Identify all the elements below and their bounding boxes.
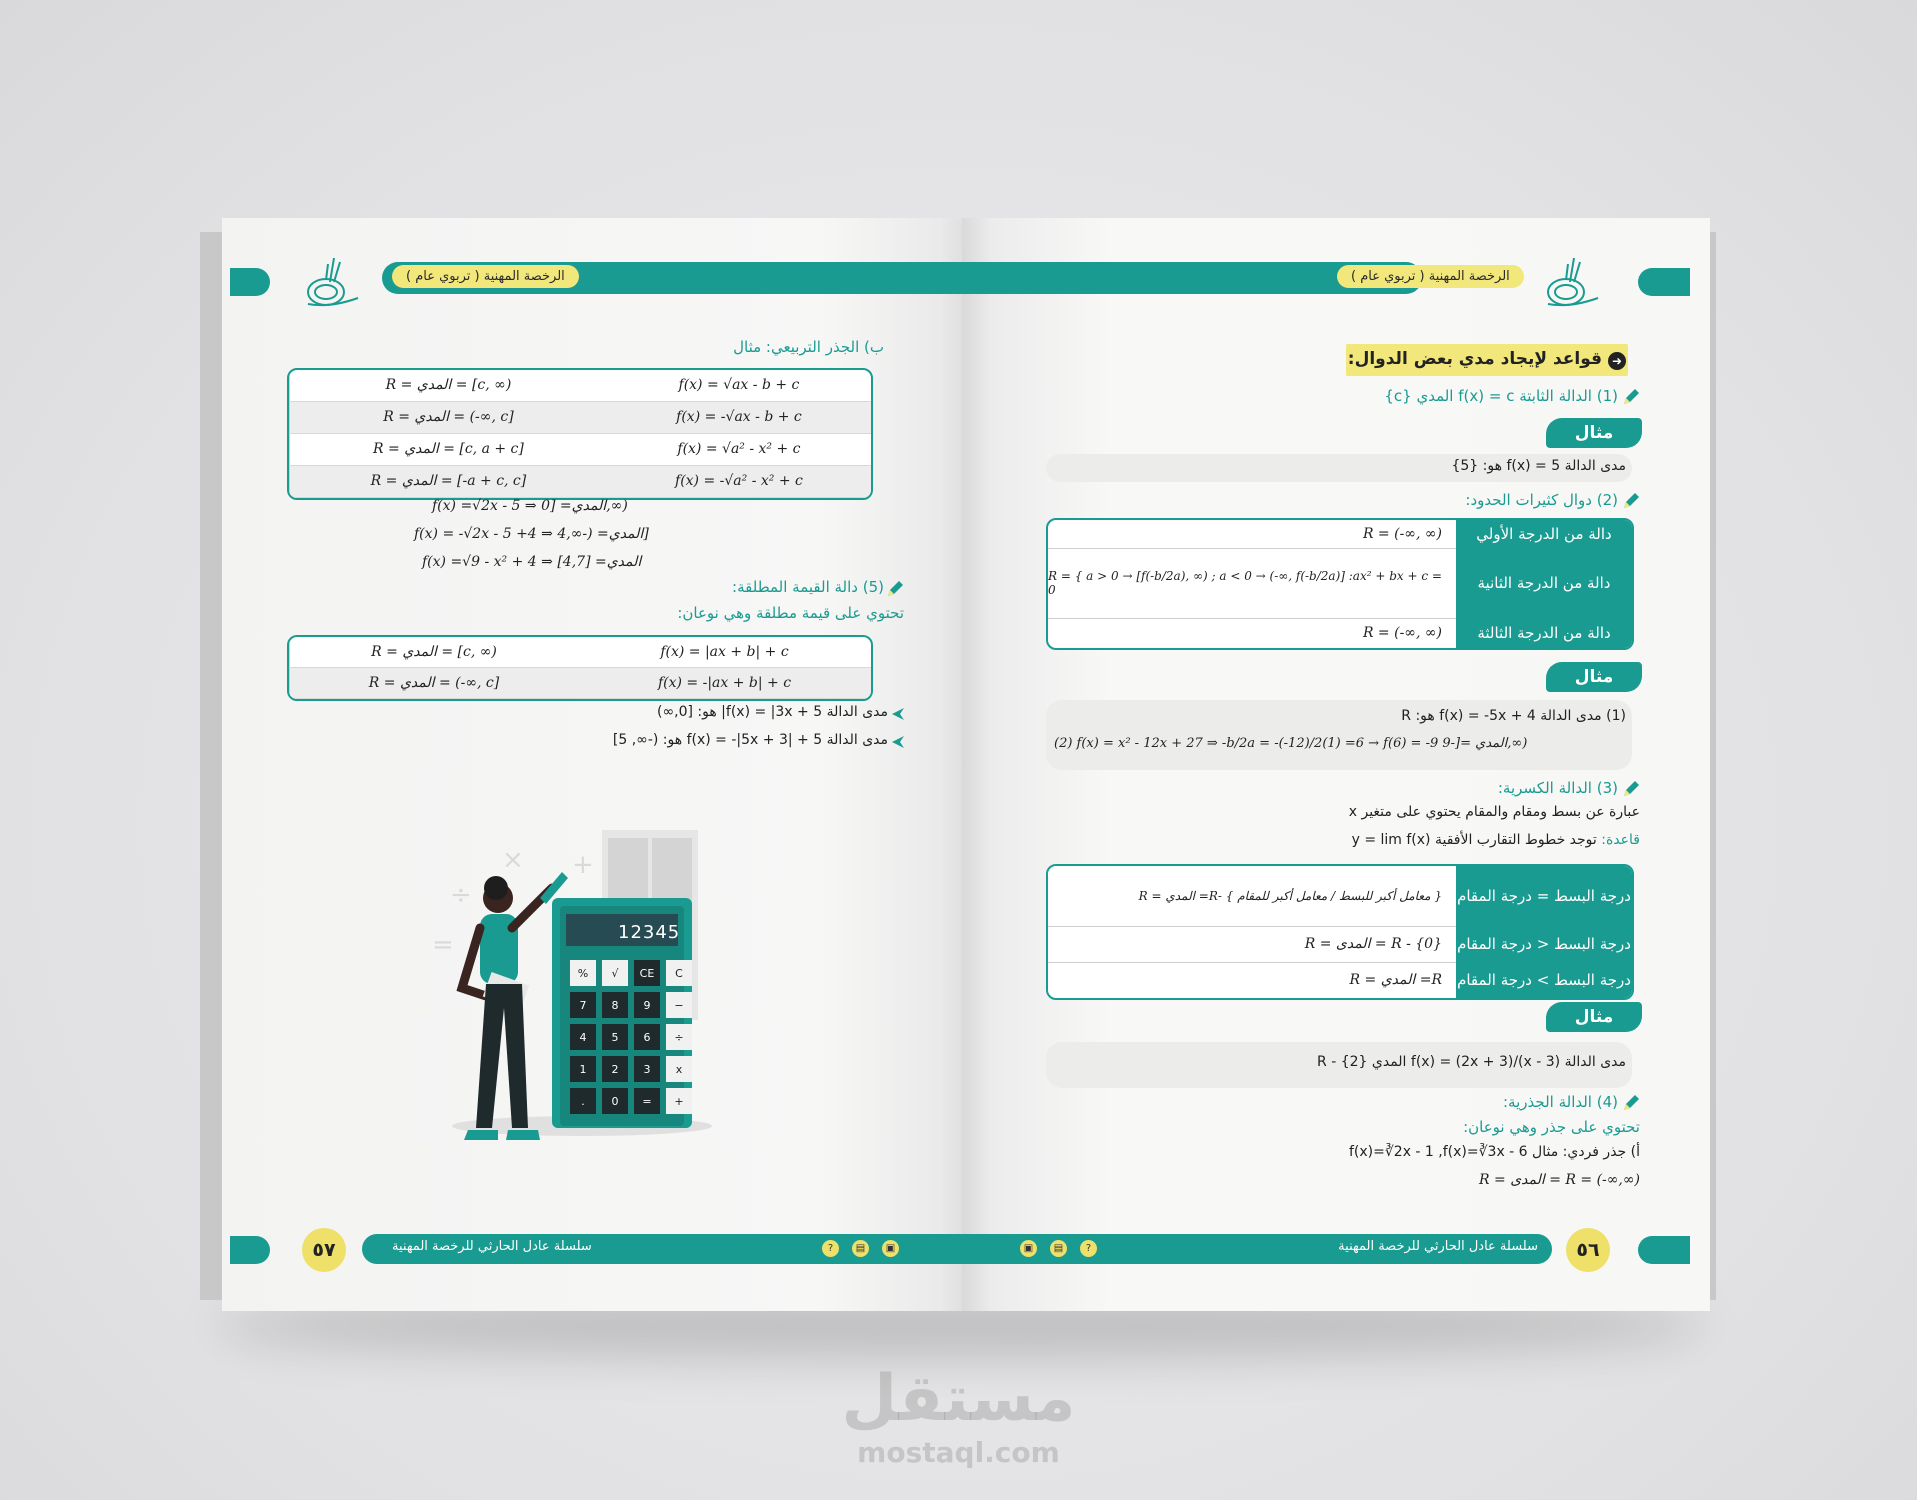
calculator-key: 9 [634,992,660,1018]
abs-example-1: مدى الدالة f(x) = |3x + 5| هو: [0,∞) [656,704,888,720]
header-tag: الرخصة المهنية ( تربوي عام ) [1337,265,1524,288]
calculator-display: 12345 [618,922,681,943]
calculator-key: 8 [602,992,628,1018]
example-2-line-1: (1) مدى الدالة f(x) = -5x + 4 هو: R [1401,708,1626,724]
calculator-key: ÷ [666,1024,692,1050]
row-label: دالة من الدرجة الثانية [1456,548,1632,618]
table-row [290,637,872,667]
range-cell: R = المدي = [c, a + c] [290,433,607,465]
table-row [1048,962,1632,998]
table-row [290,433,872,465]
row-value: R = المدي =R- { معامل أكبر للبسط / معامل أكبر للمقام } [1138,889,1442,903]
row-label: درجة البسط < درجة المقام [1456,926,1632,962]
calculator-key: x [666,1056,692,1082]
table-row [290,401,872,433]
row-value: R = { a > 0 → [f(-b/2a), ∞) ; a < 0 → (-∞, f(-b/2a)] :ax² + bx + c = 0 [1048,569,1442,597]
table-row [290,370,872,401]
book-icon: ▣ [882,1240,899,1257]
function-cell: f(x) = -√ax - b + c [607,401,871,433]
range-cell: R = المدي = [c, ∞) [290,637,579,667]
page-number-left: ٥٧ [302,1228,346,1272]
poly-title: (2) دوال كثيرات الحدود: [1465,491,1618,509]
abs-subtitle: تحتوي على قيمة مطلقة وهي نوعان: [677,604,904,622]
example-2-line-2: (2) f(x) = x² - 12x + 27 ⇒ -b/2a = -(-12)/2(1) =6 → f(6) = -9 المدي =[-9,∞) [1054,736,1528,751]
footer-bar-stub [230,1236,270,1264]
calculator-keypad [570,960,694,1114]
right-page [962,218,1710,1311]
calculator-key: √ [602,960,628,986]
table-row [1048,926,1632,963]
calculator-key: 0 [602,1088,628,1114]
calculator-key: − [666,992,692,1018]
notes-icon: ▤ [1050,1240,1067,1257]
arrow-circle-icon: ➜ [1608,352,1626,370]
row-value: R = المدى = R - {0} [1304,936,1442,952]
table-row [1048,618,1632,648]
page-number-right: ٥٦ [1566,1228,1610,1272]
range-cell: R = المدي = (-∞, c] [290,667,579,698]
rational-rule [1352,832,1640,848]
footer-series: سلسلة عادل الحارثي للرخصة المهنية [1338,1239,1538,1254]
table-row [1048,548,1632,619]
footer-bar-stub [1638,1236,1690,1264]
calligraphy-logo [300,254,362,312]
rule-text: توجد خطوط التقارب الأفقية y = lim f(x) [1351,832,1597,848]
row-value: R = المدي =R [1349,972,1442,988]
calculator-key: 4 [570,1024,596,1050]
book-icon: ▣ [1020,1240,1037,1257]
calculator-key: 5 [602,1024,628,1050]
svg-text:+: + [572,850,594,880]
header-bar-stub [230,268,270,296]
example-badge: مثال [1546,662,1642,692]
notes-icon: ▤ [852,1240,869,1257]
abs-example-2: مدى الدالة f(x) = -|5x + 3| + 5 هو: (-∞, 5] [612,732,888,748]
root-subtitle: تحتوي على جذر وهي نوعان: [1463,1118,1640,1136]
rational-range-table [1046,864,1634,1000]
svg-text:=: = [432,930,454,960]
pencil-icon [1622,388,1640,406]
function-cell: f(x) = -√a² - x² + c [607,465,871,497]
calculator-key: 2 [602,1056,628,1082]
pencil-icon [1622,1094,1640,1112]
root-title: (4) الدالة الجذرية: [1503,1093,1618,1111]
table-row [290,465,872,497]
function-cell: f(x) = √a² - x² + c [607,433,871,465]
table-row [290,667,872,698]
rational-title: (3) الدالة الكسرية: [1497,779,1618,797]
calculator-key: . [570,1088,596,1114]
watermark-arabic: مستقل [841,1362,1076,1436]
header-tag: الرخصة المهنية ( تربوي عام ) [392,265,579,288]
row-label: درجة البسط > درجة المقام [1456,962,1632,998]
row-label: دالة من الدرجة الأولي [1456,520,1632,548]
calculator-key: % [570,960,596,986]
calligraphy-logo [1540,254,1602,312]
root-odd: أ) جذر فردي: مثال f(x)=∛2x - 1 ,f(x)=∛3x - 6 [1349,1144,1640,1160]
calculator-key: 7 [570,992,596,1018]
row-label: دالة من الدرجة الثالثة [1456,618,1632,648]
calculator-key: 6 [634,1024,660,1050]
abs-section-title: (5) دالة القيمة المطلقة: [732,578,884,596]
sqrt-example-1: f(x) =√2x - 5 ⇒ المدي= [0,∞) [432,498,628,514]
row-label: درجة البسط = درجة المقام [1456,866,1632,926]
sqrt-example-2: f(x) = -√2x - 5 +4 ⇒ المدي= (-∞,4] [414,526,649,542]
left-page [222,218,970,1311]
calculator-key: + [666,1088,692,1114]
constant-title: (1) الدالة الثابتة f(x) = c المدي {c} [1384,387,1618,405]
range-cell: R = المدي = [-a + c, c] [290,465,607,497]
sqrt-example-3: f(x) =√9 - x² + 4 ⇒ المدي= [4,7] [422,554,642,570]
question-icon: ? [822,1240,839,1257]
poly-range-table [1046,518,1634,650]
table-row [1048,866,1632,927]
watermark-latin: mostaql.com [857,1436,1060,1469]
question-icon: ? [1080,1240,1097,1257]
row-value: R = (-∞, ∞) [1362,625,1442,641]
calculator-key: 3 [634,1056,660,1082]
pencil-icon [1622,492,1640,510]
svg-text:÷: ÷ [450,880,472,910]
function-cell: f(x) = -|ax + b| + c [578,667,871,698]
svg-text:×: × [502,845,524,875]
range-cell: R = المدي = [c, ∞) [290,370,607,401]
example-badge: مثال [1546,418,1642,448]
calculator-key: 1 [570,1056,596,1082]
range-cell: R = المدي = (-∞, c] [290,401,607,433]
abs-range-table [287,635,873,701]
arrow-bullet-icon [892,708,904,720]
function-cell: f(x) = |ax + b| + c [578,637,871,667]
sqrt-range-table [287,368,873,500]
row-value: R = (-∞, ∞) [1362,526,1442,542]
header-bar-stub [1638,268,1690,296]
table-row [1048,520,1632,549]
calculator-key: = [634,1088,660,1114]
calculator-key: C [666,960,692,986]
example-1: مدى الدالة f(x) = 5 هو: {5} [1451,458,1626,474]
example-3: مدى الدالة f(x) = (2x + 3)/(x - 3) المدي R - {2} [1317,1054,1626,1070]
sqrt-section-title: ب) الجذر التربيعي: مثال [733,338,884,356]
rule-label: قاعدة: [1601,832,1640,848]
example-badge: مثال [1546,1002,1642,1032]
arrow-bullet-icon [892,736,904,748]
person-figure [442,858,582,1148]
footer-series: سلسلة عادل الحارثي للرخصة المهنية [392,1239,592,1254]
root-odd-range: R = المدى = R = (-∞,∞) [1479,1172,1640,1188]
function-cell: f(x) = √ax - b + c [607,370,871,401]
rules-title: قواعد لإيجاد مدي بعض الدوال: [1347,349,1602,369]
pencil-icon [886,580,904,598]
pencil-icon [1622,780,1640,798]
calculator-key: CE [634,960,660,986]
rational-description: عبارة عن بسط ومقام والمقام يحتوي على متغير x [1348,804,1640,820]
